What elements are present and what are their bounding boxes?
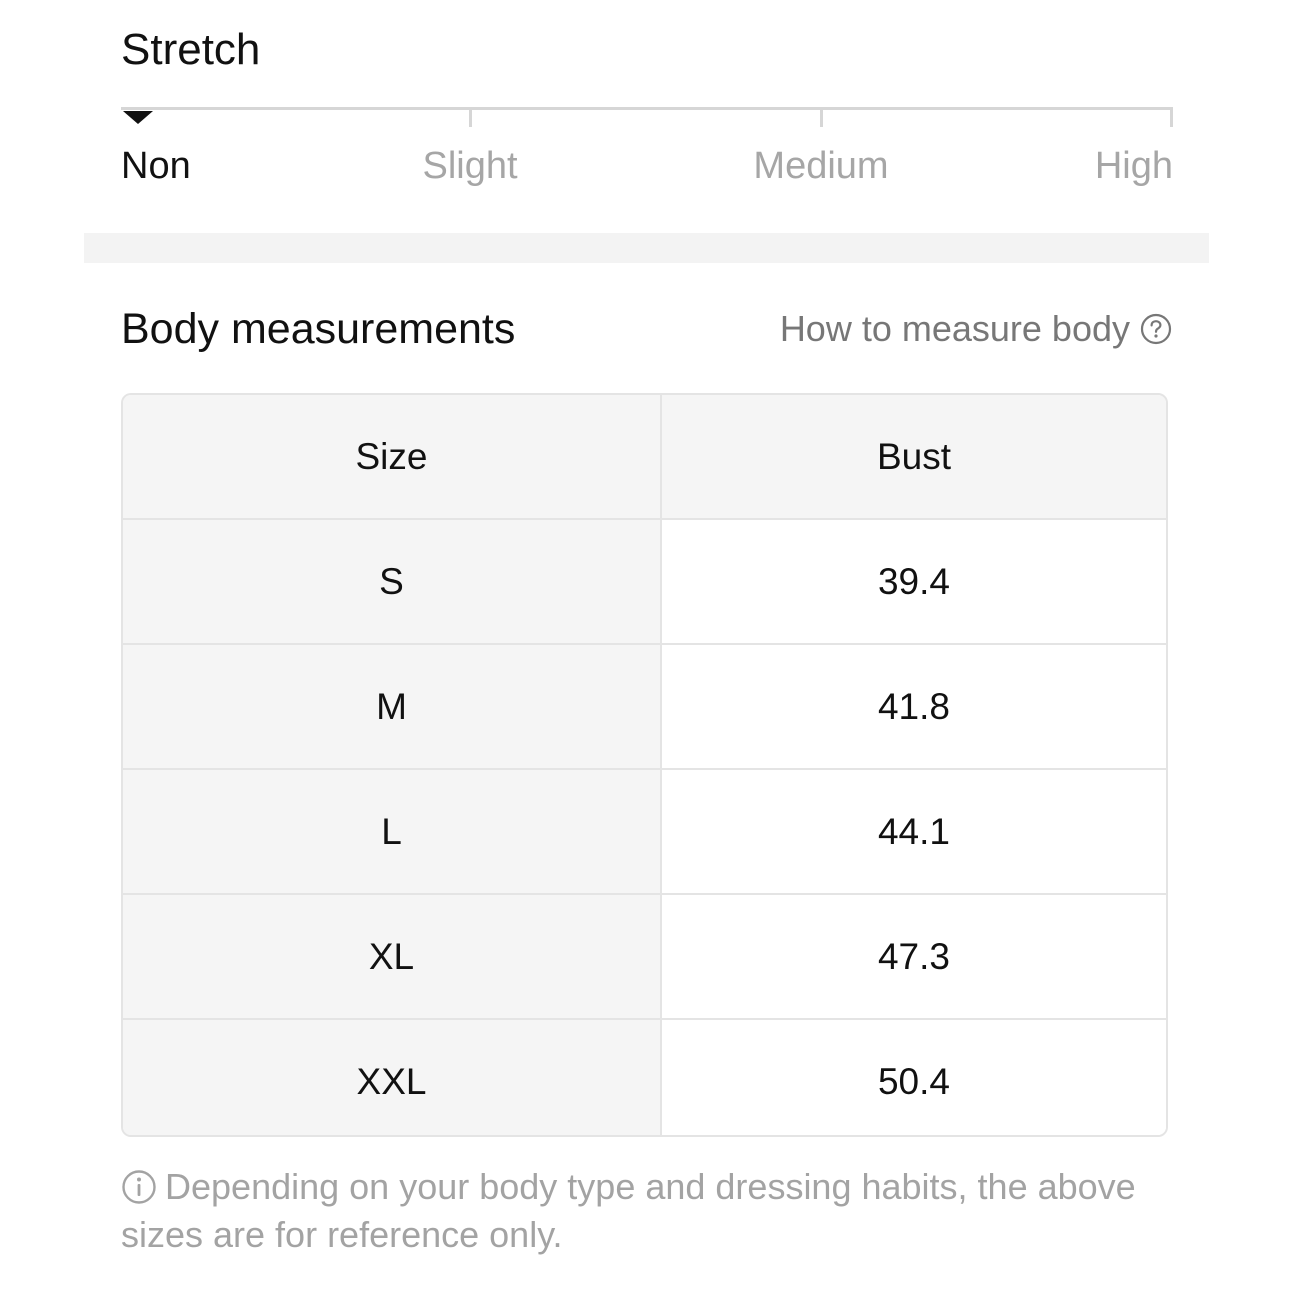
stretch-scale: [121, 104, 1173, 130]
bust-cell: 50.4: [661, 1019, 1166, 1137]
stretch-tick-medium: [820, 107, 823, 127]
reference-note-text: Depending on your body type and dressing habits, the above sizes are for reference only.: [121, 1166, 1136, 1255]
size-table-container: [121, 393, 1168, 1137]
stretch-title: Stretch: [121, 25, 261, 74]
stretch-label-medium: Medium: [753, 145, 889, 187]
how-to-measure-label: How to measure body: [779, 308, 1130, 349]
table-row: [123, 769, 1166, 894]
stretch-selected-marker: [123, 111, 153, 124]
how-to-measure-link[interactable]: [780, 306, 1172, 352]
bust-cell: 44.1: [661, 769, 1166, 894]
bust-cell: 41.8: [661, 644, 1166, 769]
stretch-labels: [121, 142, 1173, 192]
stretch-label-non: Non: [121, 145, 191, 187]
size-cell: S: [123, 519, 661, 644]
bust-cell: 39.4: [661, 519, 1166, 644]
table-row: [123, 894, 1166, 1019]
size-cell: L: [123, 769, 661, 894]
column-header-bust: Bust: [661, 395, 1166, 519]
table-row: [123, 644, 1166, 769]
size-cell: XL: [123, 894, 661, 1019]
stretch-label-slight: Slight: [422, 145, 518, 187]
size-cell: M: [123, 644, 661, 769]
stretch-tick-slight: [469, 107, 472, 127]
stretch-tick-high: [1170, 107, 1173, 127]
section-divider: [84, 233, 1209, 263]
bust-cell: 47.3: [661, 894, 1166, 1019]
column-header-size: Size: [123, 395, 661, 519]
table-row: [123, 519, 1166, 644]
question-circle-icon[interactable]: [1140, 313, 1172, 345]
size-cell: XXL: [123, 1019, 661, 1137]
table-header-row: [123, 395, 1166, 519]
info-circle-icon: [121, 1169, 157, 1205]
stretch-label-high: High: [1094, 145, 1173, 187]
reference-note: [121, 1163, 1181, 1259]
size-table: [123, 395, 1166, 1137]
body-measurements-title: Body measurements: [121, 305, 516, 353]
table-row: [123, 1019, 1166, 1137]
stretch-track: [121, 107, 1173, 110]
